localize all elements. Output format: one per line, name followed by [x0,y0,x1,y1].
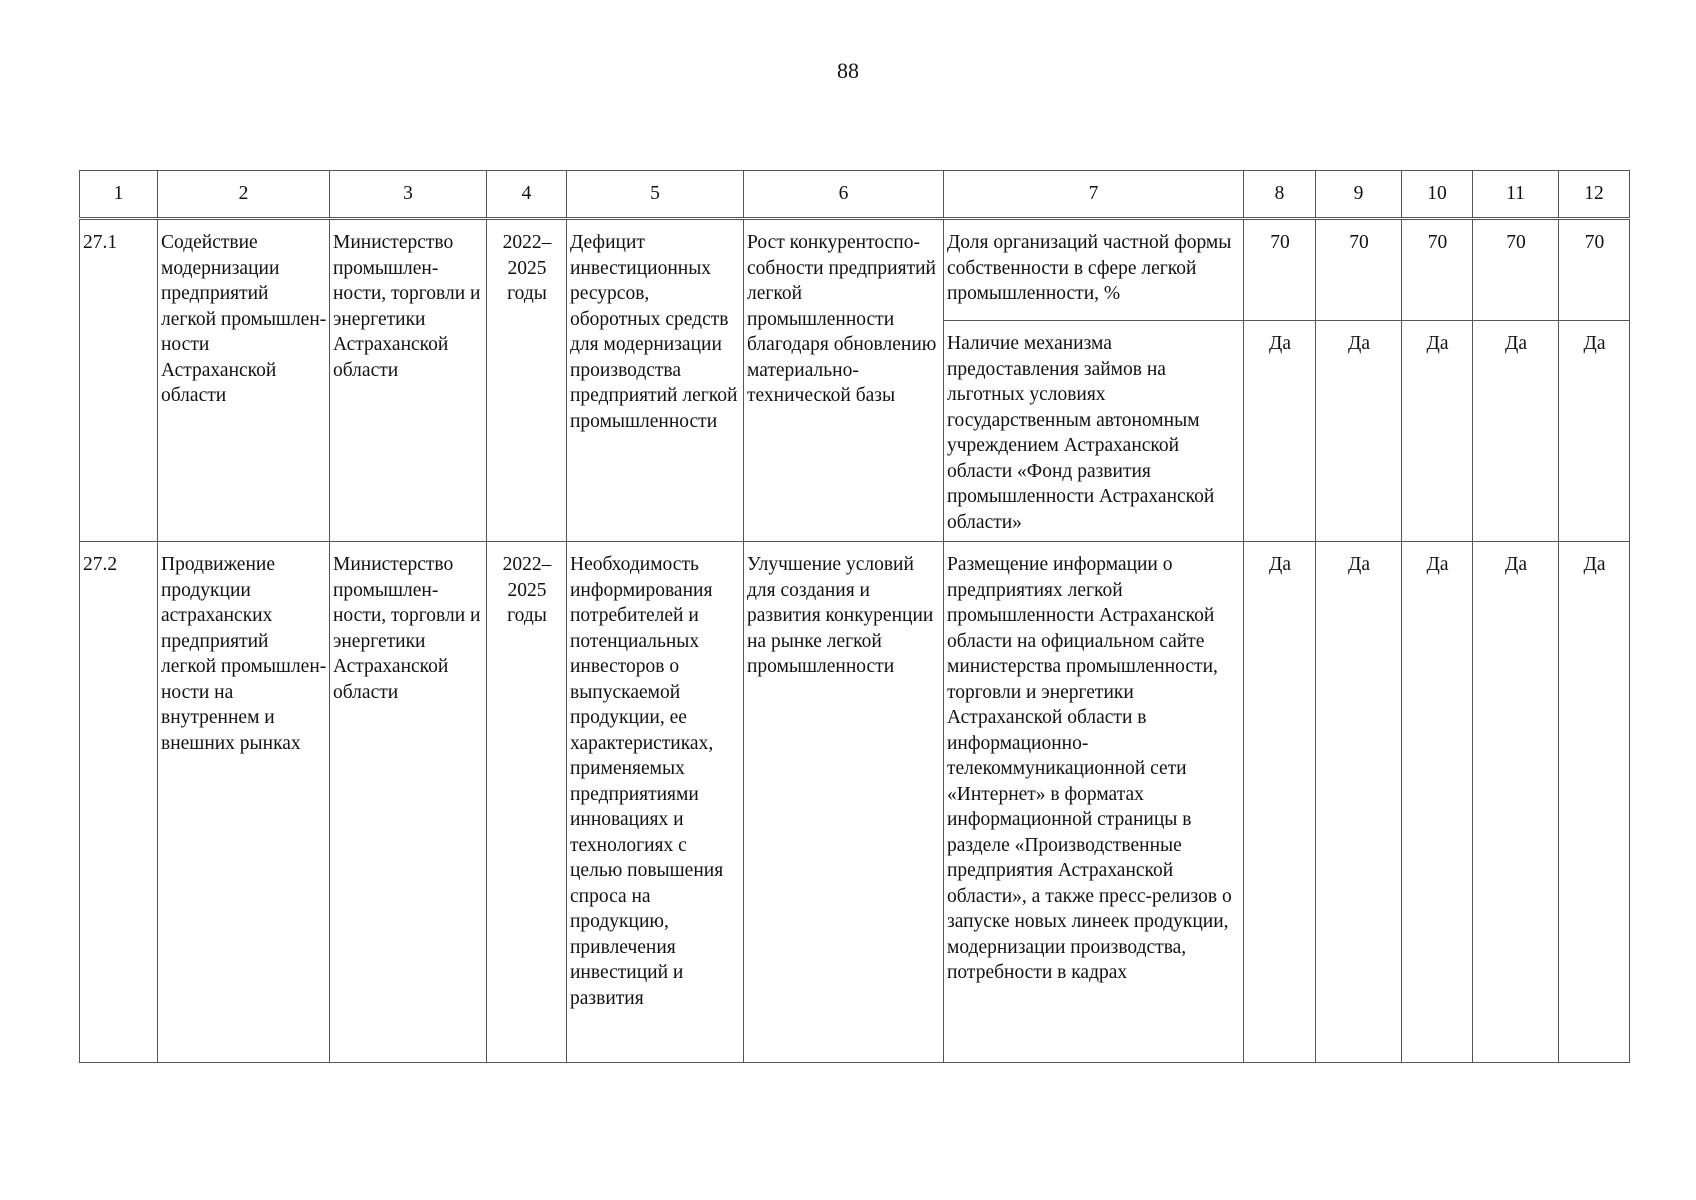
column-header: 7 [944,171,1244,219]
indicator-name: Размещение информации о предприятиях легкой промышленности Астраханской области на официальном сайте министерства промышленности, торговли и энергетики Астраханской области в информационно-телекоммуникационной сети «Интернет» в форматах информационной страницы в разделе «Производственные предприятия Астраханской области», а также пресс-релизов о запуске новых линеек продукции, модернизации производства, потребности в кадрах [944,542,1244,1063]
problem-cell: Дефицит инвестиционных ресурсов, оборотных средств для модернизации производства предприятий легкой промышленности [567,219,744,542]
column-header: 1 [80,171,158,219]
problem-cell: Необходимость информирования потребителей и потенциальных инвесторов о выпускаемой продукции, ее характеристиках, применяемых предприятиями инновациях и технологиях с целью повышения спроса на продукцию, привлечения инвестиций и развития [567,542,744,1063]
period-cell: 2022–2025 годы [487,219,567,542]
indicator-value: Да [1402,321,1473,542]
indicator-value: Да [1473,542,1559,1063]
activity-cell: Продвижение продукции астраханских предприятий легкой промышлен-ности на внутреннем и внешних рынках [158,542,330,1063]
indicator-value: 70 [1244,219,1316,321]
executor-cell: Министерство промышлен-ности, торговли и энергетики Астраханской области [330,219,487,542]
table-row [80,542,1630,1063]
table-row [80,219,1630,321]
indicator-name: Доля организаций частной формы собственности в сфере легкой промышленности, % [944,219,1244,321]
executor-cell: Министерство промышлен-ности, торговли и энергетики Астраханской области [330,542,487,1063]
column-header: 6 [744,171,944,219]
column-header: 10 [1402,171,1473,219]
column-header: 12 [1559,171,1630,219]
table-header-row [80,171,1630,219]
indicator-value: Да [1559,542,1630,1063]
measures-table [79,170,1630,1063]
indicator-value: Да [1316,542,1402,1063]
page-number: 88 [837,58,859,83]
column-header: 11 [1473,171,1559,219]
period-cell: 2022–2025 годы [487,542,567,1063]
column-header: 3 [330,171,487,219]
indicator-value: 70 [1316,219,1402,321]
column-header: 5 [567,171,744,219]
column-header: 8 [1244,171,1316,219]
column-header: 4 [487,171,567,219]
indicator-value: Да [1316,321,1402,542]
indicator-value: Да [1402,542,1473,1063]
row-number: 27.2 [80,542,158,1063]
column-header: 2 [158,171,330,219]
result-cell: Рост конкурентоспо-собности предприятий легкой промышленности благодаря обновлению материально-технической базы [744,219,944,542]
result-cell: Улучшение условий для создания и развития конкуренции на рынке легкой промышленности [744,542,944,1063]
indicator-name: Наличие механизма предоставления займов на льготных условиях государственным автономным учреждением Астраханской области «Фонд развития промышленности Астраханской области» [944,321,1244,542]
indicator-value: 70 [1559,219,1630,321]
indicator-value: Да [1244,321,1316,542]
indicator-value: Да [1244,542,1316,1063]
column-header: 9 [1316,171,1402,219]
indicator-value: Да [1473,321,1559,542]
indicator-value: Да [1559,321,1630,542]
indicator-value: 70 [1473,219,1559,321]
row-number: 27.1 [80,219,158,542]
indicator-value: 70 [1402,219,1473,321]
activity-cell: Содействие модернизации предприятий легкой промышлен-ности Астраханской области [158,219,330,542]
